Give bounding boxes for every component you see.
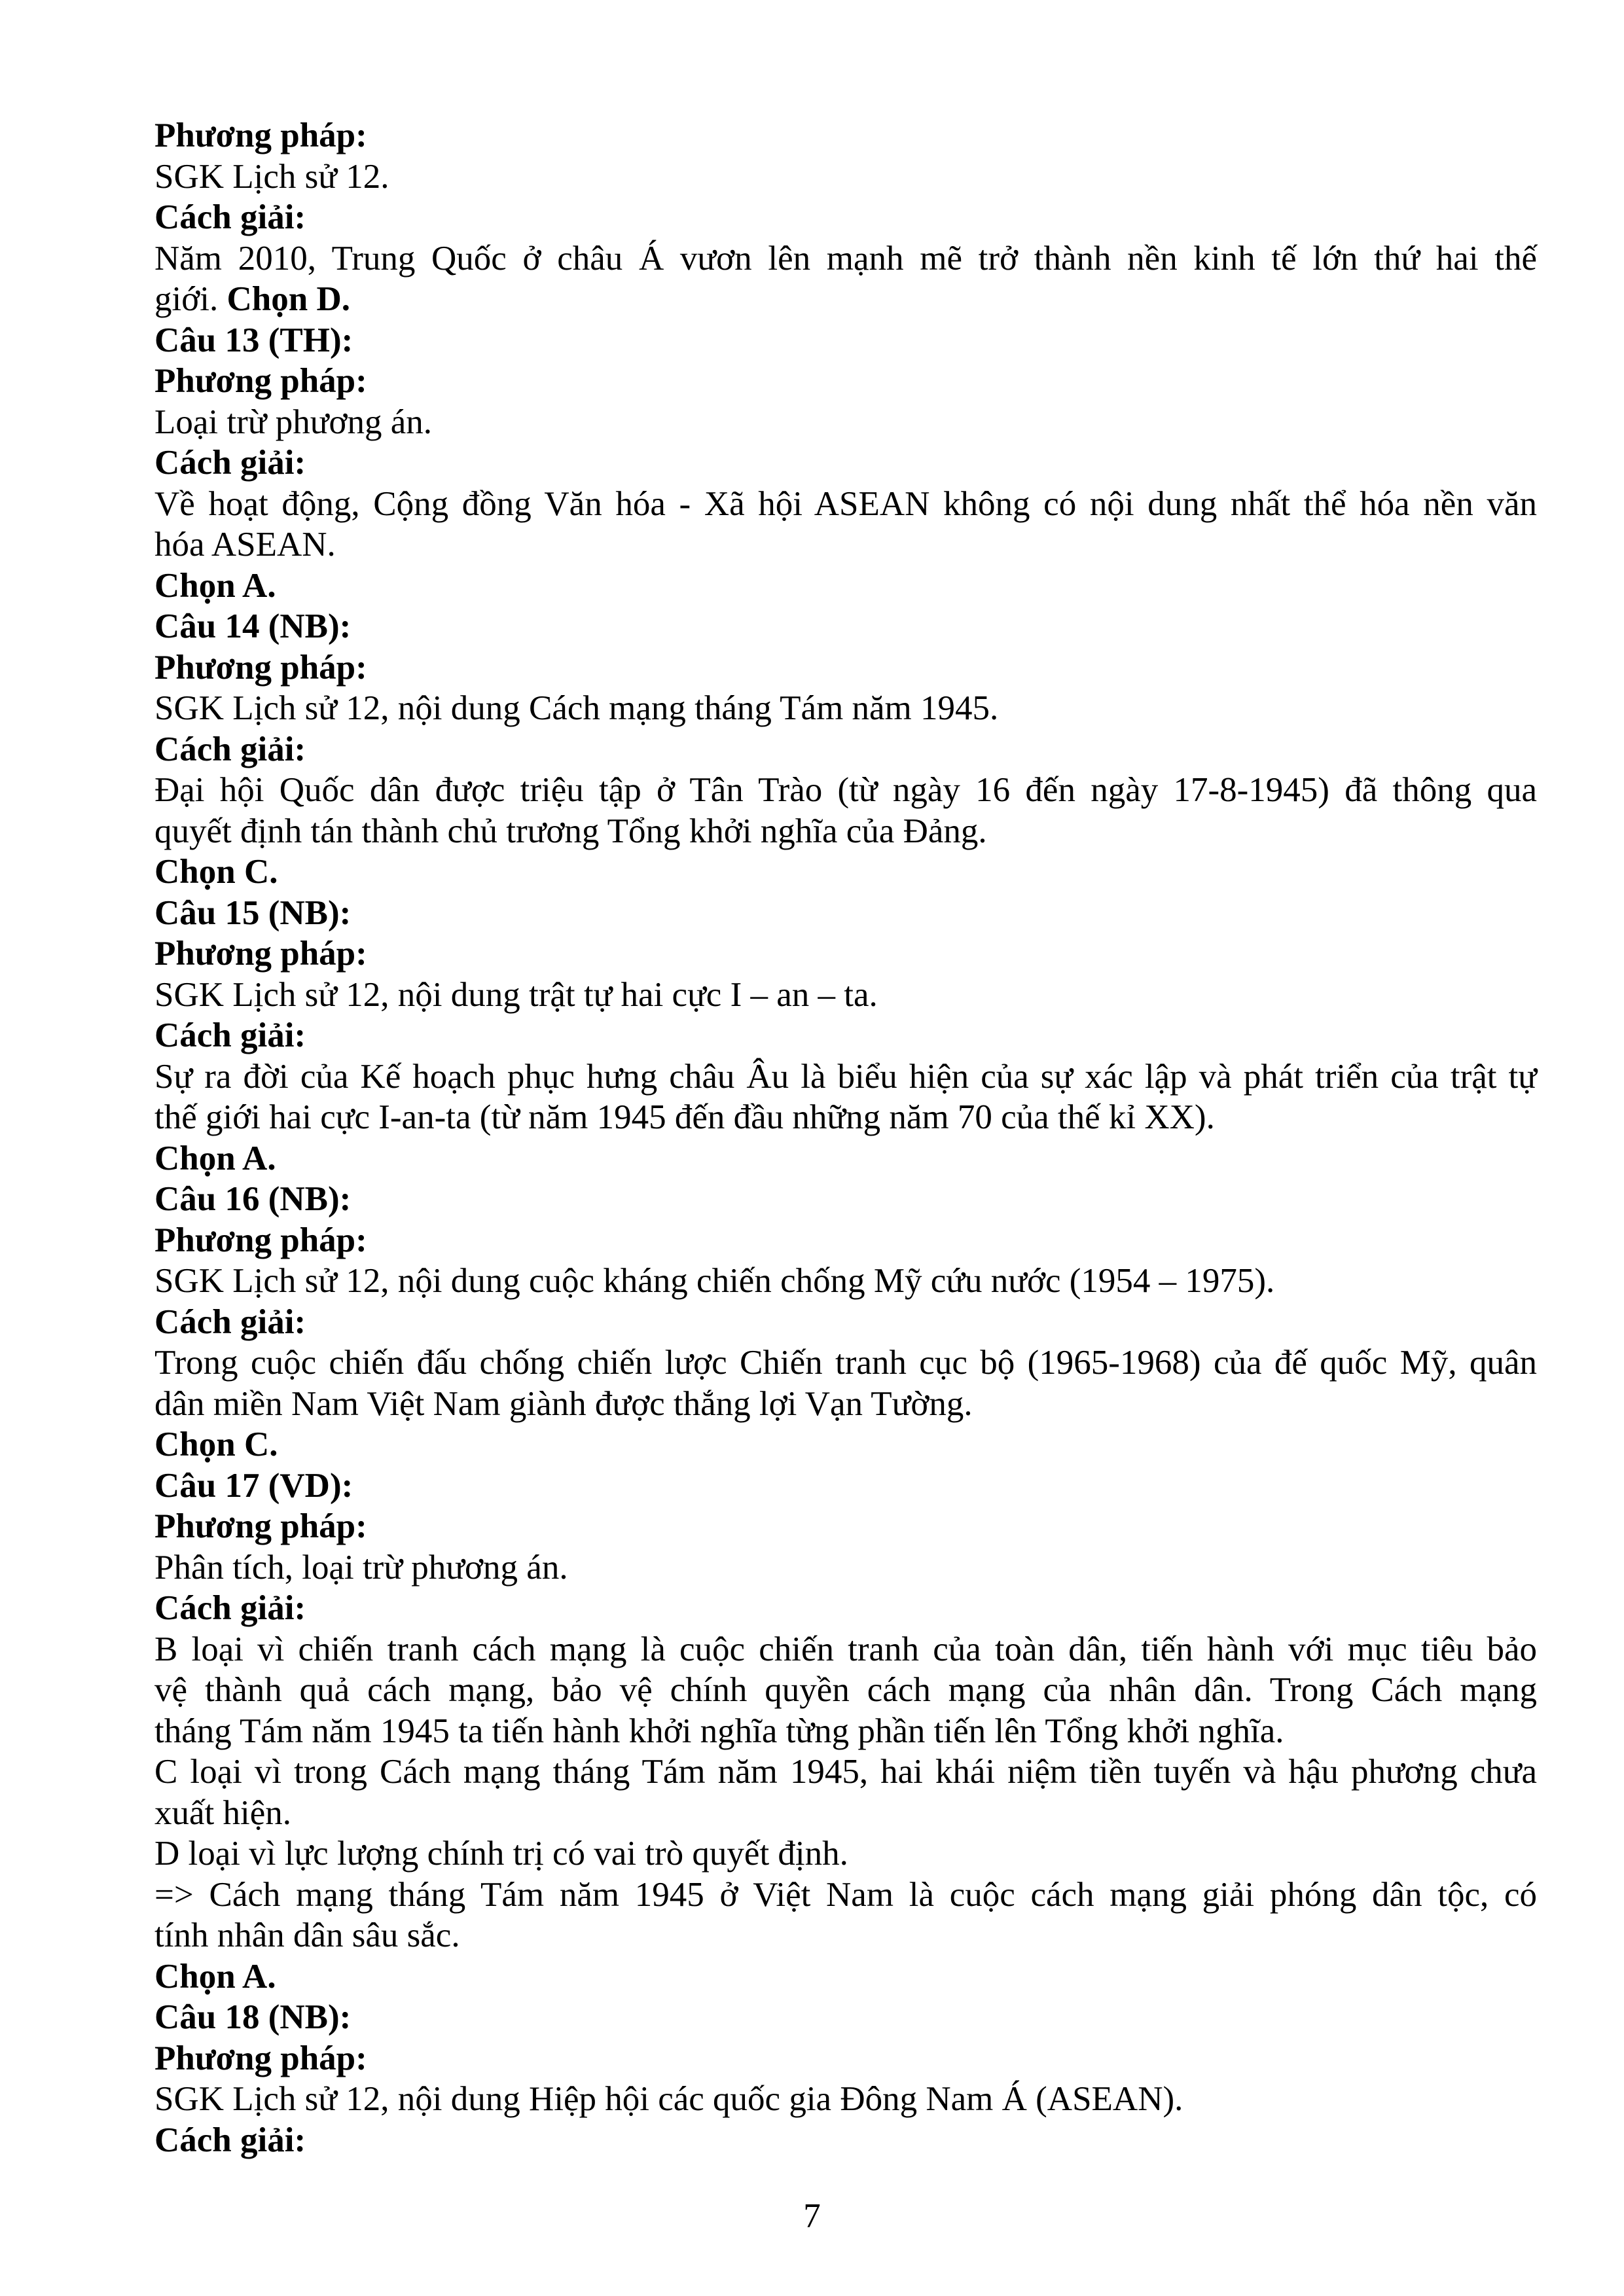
text-line [154, 524, 1537, 565]
heading-line [154, 1588, 1537, 1629]
text-line [154, 1793, 1537, 1834]
line-text: Câu 13 (TH): [154, 321, 353, 359]
line-text: Phương pháp: [154, 1507, 367, 1545]
heading-line [154, 1506, 1537, 1547]
line-text: Phương pháp: [154, 362, 367, 400]
line-text: SGK Lịch sử 12, nội dung Cách mạng tháng Tám năm 1945. [154, 689, 999, 727]
line-text: quyết định tán thành chủ trương Tổng khởi nghĩa của Đảng. [154, 812, 987, 850]
text-line [154, 1711, 1537, 1752]
line-text: Sự ra đời của Kế hoạch phục hưng châu Âu là biểu hiện của sự xác lập và phát triển của trật tự [154, 1057, 1537, 1096]
heading-line [154, 115, 1537, 156]
text-line [154, 402, 1537, 443]
line-text: Cách giải: [154, 730, 306, 768]
line-text: giới. [154, 280, 227, 318]
line-text: hóa ASEAN. [154, 526, 336, 564]
heading-line [154, 647, 1537, 689]
heading-line [154, 852, 1537, 893]
heading-line [154, 197, 1537, 238]
text-line [154, 1833, 1537, 1874]
line-text: Cách giải: [154, 1302, 306, 1341]
line-text: Chọn C. [154, 853, 278, 891]
text-line [154, 1097, 1537, 1138]
text-line [154, 1751, 1537, 1793]
heading-line [154, 893, 1537, 934]
answer-choice: Chọn D. [226, 280, 350, 318]
line-text: Câu 15 (NB): [154, 893, 352, 932]
heading-line [154, 1302, 1537, 1343]
heading-line [154, 933, 1537, 975]
text-line [154, 811, 1537, 852]
text-line [154, 484, 1537, 525]
heading-line [154, 2038, 1537, 2079]
heading-line [154, 1179, 1537, 1220]
heading-line [154, 1997, 1537, 2038]
text-line [154, 156, 1537, 198]
heading-line [154, 1424, 1537, 1465]
line-text: C loại vì trong Cách mạng tháng Tám năm 1945, hai khái niệm tiền tuyến và hậu phương chưa [154, 1753, 1537, 1791]
line-text: Đại hội Quốc dân được triệu tập ở Tân Trào (từ ngày 16 đến ngày 17-8-1945) đã thông qua [154, 771, 1537, 809]
line-text: Cách giải: [154, 1016, 306, 1054]
heading-line [154, 361, 1537, 402]
line-text: Chọn A. [154, 566, 276, 605]
line-text: xuất hiện. [154, 1793, 291, 1832]
line-text: Trong cuộc chiến đấu chống chiến lược Chiến tranh cục bộ (1965-1968) của đế quốc Mỹ, quân [154, 1344, 1537, 1382]
heading-line [154, 729, 1537, 770]
text-line [154, 1915, 1537, 1956]
line-text: D loại vì lực lượng chính trị có vai trò quyết định. [154, 1835, 848, 1873]
text-line [154, 279, 1537, 320]
heading-line [154, 1956, 1537, 1998]
line-text: Phương pháp: [154, 1221, 367, 1259]
line-text: Câu 16 (NB): [154, 1180, 352, 1218]
text-line [154, 2079, 1537, 2120]
line-text: Phương pháp: [154, 648, 367, 687]
text-line [154, 1670, 1537, 1711]
line-text: SGK Lịch sử 12, nội dung trật tự hai cực I – an – ta. [154, 975, 878, 1014]
line-text: Phân tích, loại trừ phương án. [154, 1548, 568, 1587]
text-line [154, 1342, 1537, 1384]
line-text: Chọn C. [154, 1426, 278, 1463]
text-line [154, 1629, 1537, 1670]
line-text: thế giới hai cực I-an-ta (từ năm 1945 đến đầu những năm 70 của thế kỉ XX). [154, 1098, 1215, 1136]
text-line [154, 770, 1537, 811]
text-line [154, 1056, 1537, 1098]
line-text: Phương pháp: [154, 2039, 367, 2077]
page-number: 7 [803, 2197, 821, 2235]
line-text: SGK Lịch sử 12. [154, 157, 389, 196]
text-line [154, 688, 1537, 729]
line-text: Cách giải: [154, 2121, 306, 2159]
line-text: Năm 2010, Trung Quốc ở châu Á vươn lên mạnh mẽ trở thành nền kinh tế lớn thứ hai thế [154, 239, 1537, 278]
heading-line [154, 2120, 1537, 2161]
line-text: Câu 14 (NB): [154, 607, 352, 645]
heading-line [154, 565, 1537, 607]
heading-line [154, 442, 1537, 484]
line-text: SGK Lịch sử 12, nội dung cuộc kháng chiến chống Mỹ cứu nước (1954 – 1975). [154, 1262, 1275, 1300]
heading-line [154, 320, 1537, 361]
line-text: Câu 18 (NB): [154, 1998, 352, 2036]
line-text: => Cách mạng tháng Tám năm 1945 ở Việt Nam là cuộc cách mạng giải phóng dân tộc, có [154, 1875, 1537, 1914]
line-text: SGK Lịch sử 12, nội dung Hiệp hội các quốc gia Đông Nam Á (ASEAN). [154, 2080, 1183, 2118]
line-text: Về hoạt động, Cộng đồng Văn hóa - Xã hội ASEAN không có nội dung nhất thể hóa nền văn [154, 484, 1537, 523]
line-text: Cách giải: [154, 198, 306, 236]
heading-line [154, 606, 1537, 647]
text-line [154, 1384, 1537, 1425]
text-line [154, 1874, 1537, 1916]
heading-line [154, 1220, 1537, 1261]
line-text: tháng Tám năm 1945 ta tiến hành khởi nghĩa từng phần tiến lên Tổng khởi nghĩa. [154, 1712, 1284, 1750]
heading-line [154, 1015, 1537, 1056]
heading-line [154, 1138, 1537, 1179]
line-text: Loại trừ phương án. [154, 403, 432, 441]
line-text: Chọn A. [154, 1957, 276, 1996]
line-text: Chọn A. [154, 1139, 276, 1177]
line-text: vệ thành quả cách mạng, bảo vệ chính quyền cách mạng của nhân dân. Trong Cách mạng [154, 1671, 1537, 1709]
text-line [154, 975, 1537, 1016]
line-text: Cách giải: [154, 1589, 306, 1627]
line-text: Phương pháp: [154, 117, 367, 154]
line-text: Cách giải: [154, 444, 306, 482]
line-text: tính nhân dân sâu sắc. [154, 1916, 460, 1954]
line-text: Câu 17 (VD): [154, 1466, 353, 1505]
text-line [154, 1547, 1537, 1588]
text-line [154, 1261, 1537, 1302]
line-text: B loại vì chiến tranh cách mạng là cuộc chiến tranh của toàn dân, tiến hành với mục tiêu bảo [154, 1630, 1537, 1668]
line-text: dân miền Nam Việt Nam giành được thắng lợi Vạn Tường. [154, 1384, 973, 1423]
line-text: Phương pháp: [154, 935, 367, 973]
document-body [154, 115, 1537, 2161]
text-line [154, 238, 1537, 279]
heading-line [154, 1465, 1537, 1507]
